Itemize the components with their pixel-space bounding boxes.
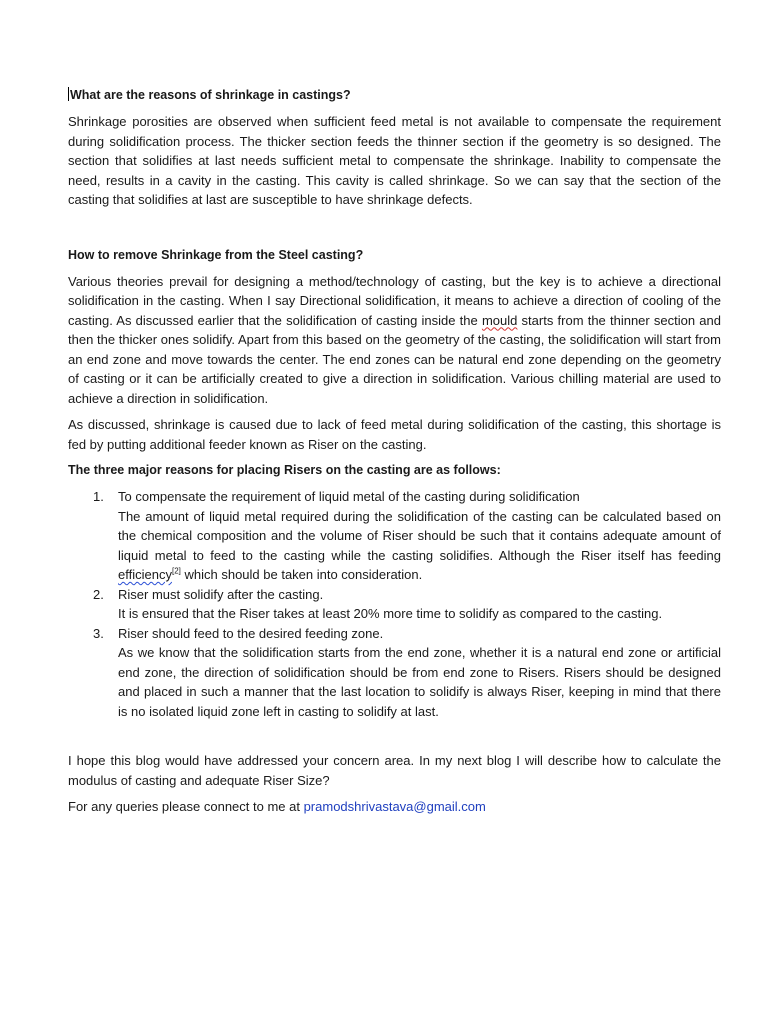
reason-title: Riser should feed to the desired feeding zone. (118, 625, 384, 641)
heading-remove-shrinkage: How to remove Shrinkage from the Steel casting? (68, 247, 364, 262)
riser-reasons-list (68, 487, 721, 721)
heading-shrinkage-reasons-text: What are the reasons of shrinkage in castings? (70, 88, 351, 102)
heading-shrinkage-reasons (68, 86, 721, 105)
reason-title: Riser must solidify after the casting. (118, 586, 324, 602)
grammar-efficiency: efficiency (118, 567, 172, 582)
paragraph-feed-metal: As discussed, shrinkage is caused due to lack of feed metal during solidification of the casting, this shortage is fed by putting additional feeder known as Riser on the casting. (68, 417, 721, 452)
citation-link[interactable]: [2] (171, 566, 181, 576)
reason-title: To compensate the requirement of liquid metal of the casting during solidification (118, 489, 580, 504)
paragraph-shrinkage-reasons: Shrinkage porosities are observed when sufficient feed metal is not available to compensate the requirement during solidification process. The thicker section feeds the thinner section if the geometry is so designed. The section that solidifies at last needs sufficient metal to compensate the shrinkage. Inability to compensate the need, results in a cavity in the casting. This cavity is called shrinkage. So we can say that the section of the casting that solidifies at last are susceptible to have shrinkage defects. (68, 114, 721, 207)
list-item: 1. To compensate the requirement of liquid metal of the casting during solidification The amount of liquid metal required during the solidification of the casting can be calculated based on the chemical composition and the volume of Riser should be such that it contains adequate amount of liquid metal to feed to the casting while the casting solidifies. Although the Riser itself has feeding efficiency[2] which should be taken into consideration. (93, 489, 721, 582)
paragraph-closing: I hope this blog would have addressed your concern area. In my next blog I will describe how to calculate the modulus of casting and adequate Riser Size? (68, 753, 721, 788)
heading-riser-reasons: The three major reasons for placing Risers on the casting are as follows: (68, 463, 501, 477)
text-cursor (68, 87, 69, 101)
email-link[interactable]: pramodshrivastava@gmail.com (303, 799, 486, 814)
document-page (68, 86, 721, 838)
list-item: 3. Riser should feed to the desired feeding zone. As we know that the solidification starts from the end zone, whether it is a natural end zone or artificial end zone, the direction of solidification should be from end zone to Risers. Risers should be designed and placed in such a manner that the last location to solidify is always Riser, keeping in mind that there is no isolated liquid zone left in casting to solidify at last. (93, 625, 721, 719)
spellcheck-mould: mould (481, 312, 518, 328)
list-item: 2. Riser must solidify after the casting. It is ensured that the Riser takes at least 20% more time to solidify as compared to the casting. (93, 586, 663, 621)
paragraph-directional-solidification: Various theories prevail for designing a method/technology of casting, but the key is to achieve a directional solidification in the casting. When I say Directional solidification, it means to achieve a direction of cooling of the casting. As discussed earlier that the solidification of casting inside the mould starts from the thinner section and then the thicker ones solidify. Apart from this based on the geometry of the casting, the solidification will start from an end zone and move towards the center. The end zones can be natural end zone depending on the geometry of casting or it can be artificially created to give a direction in solidification. Various chilling material are used to achieve a direction in solidification. (68, 273, 721, 406)
paragraph-contact: For any queries please connect to me at pramodshrivastava@gmail.com (68, 799, 486, 814)
